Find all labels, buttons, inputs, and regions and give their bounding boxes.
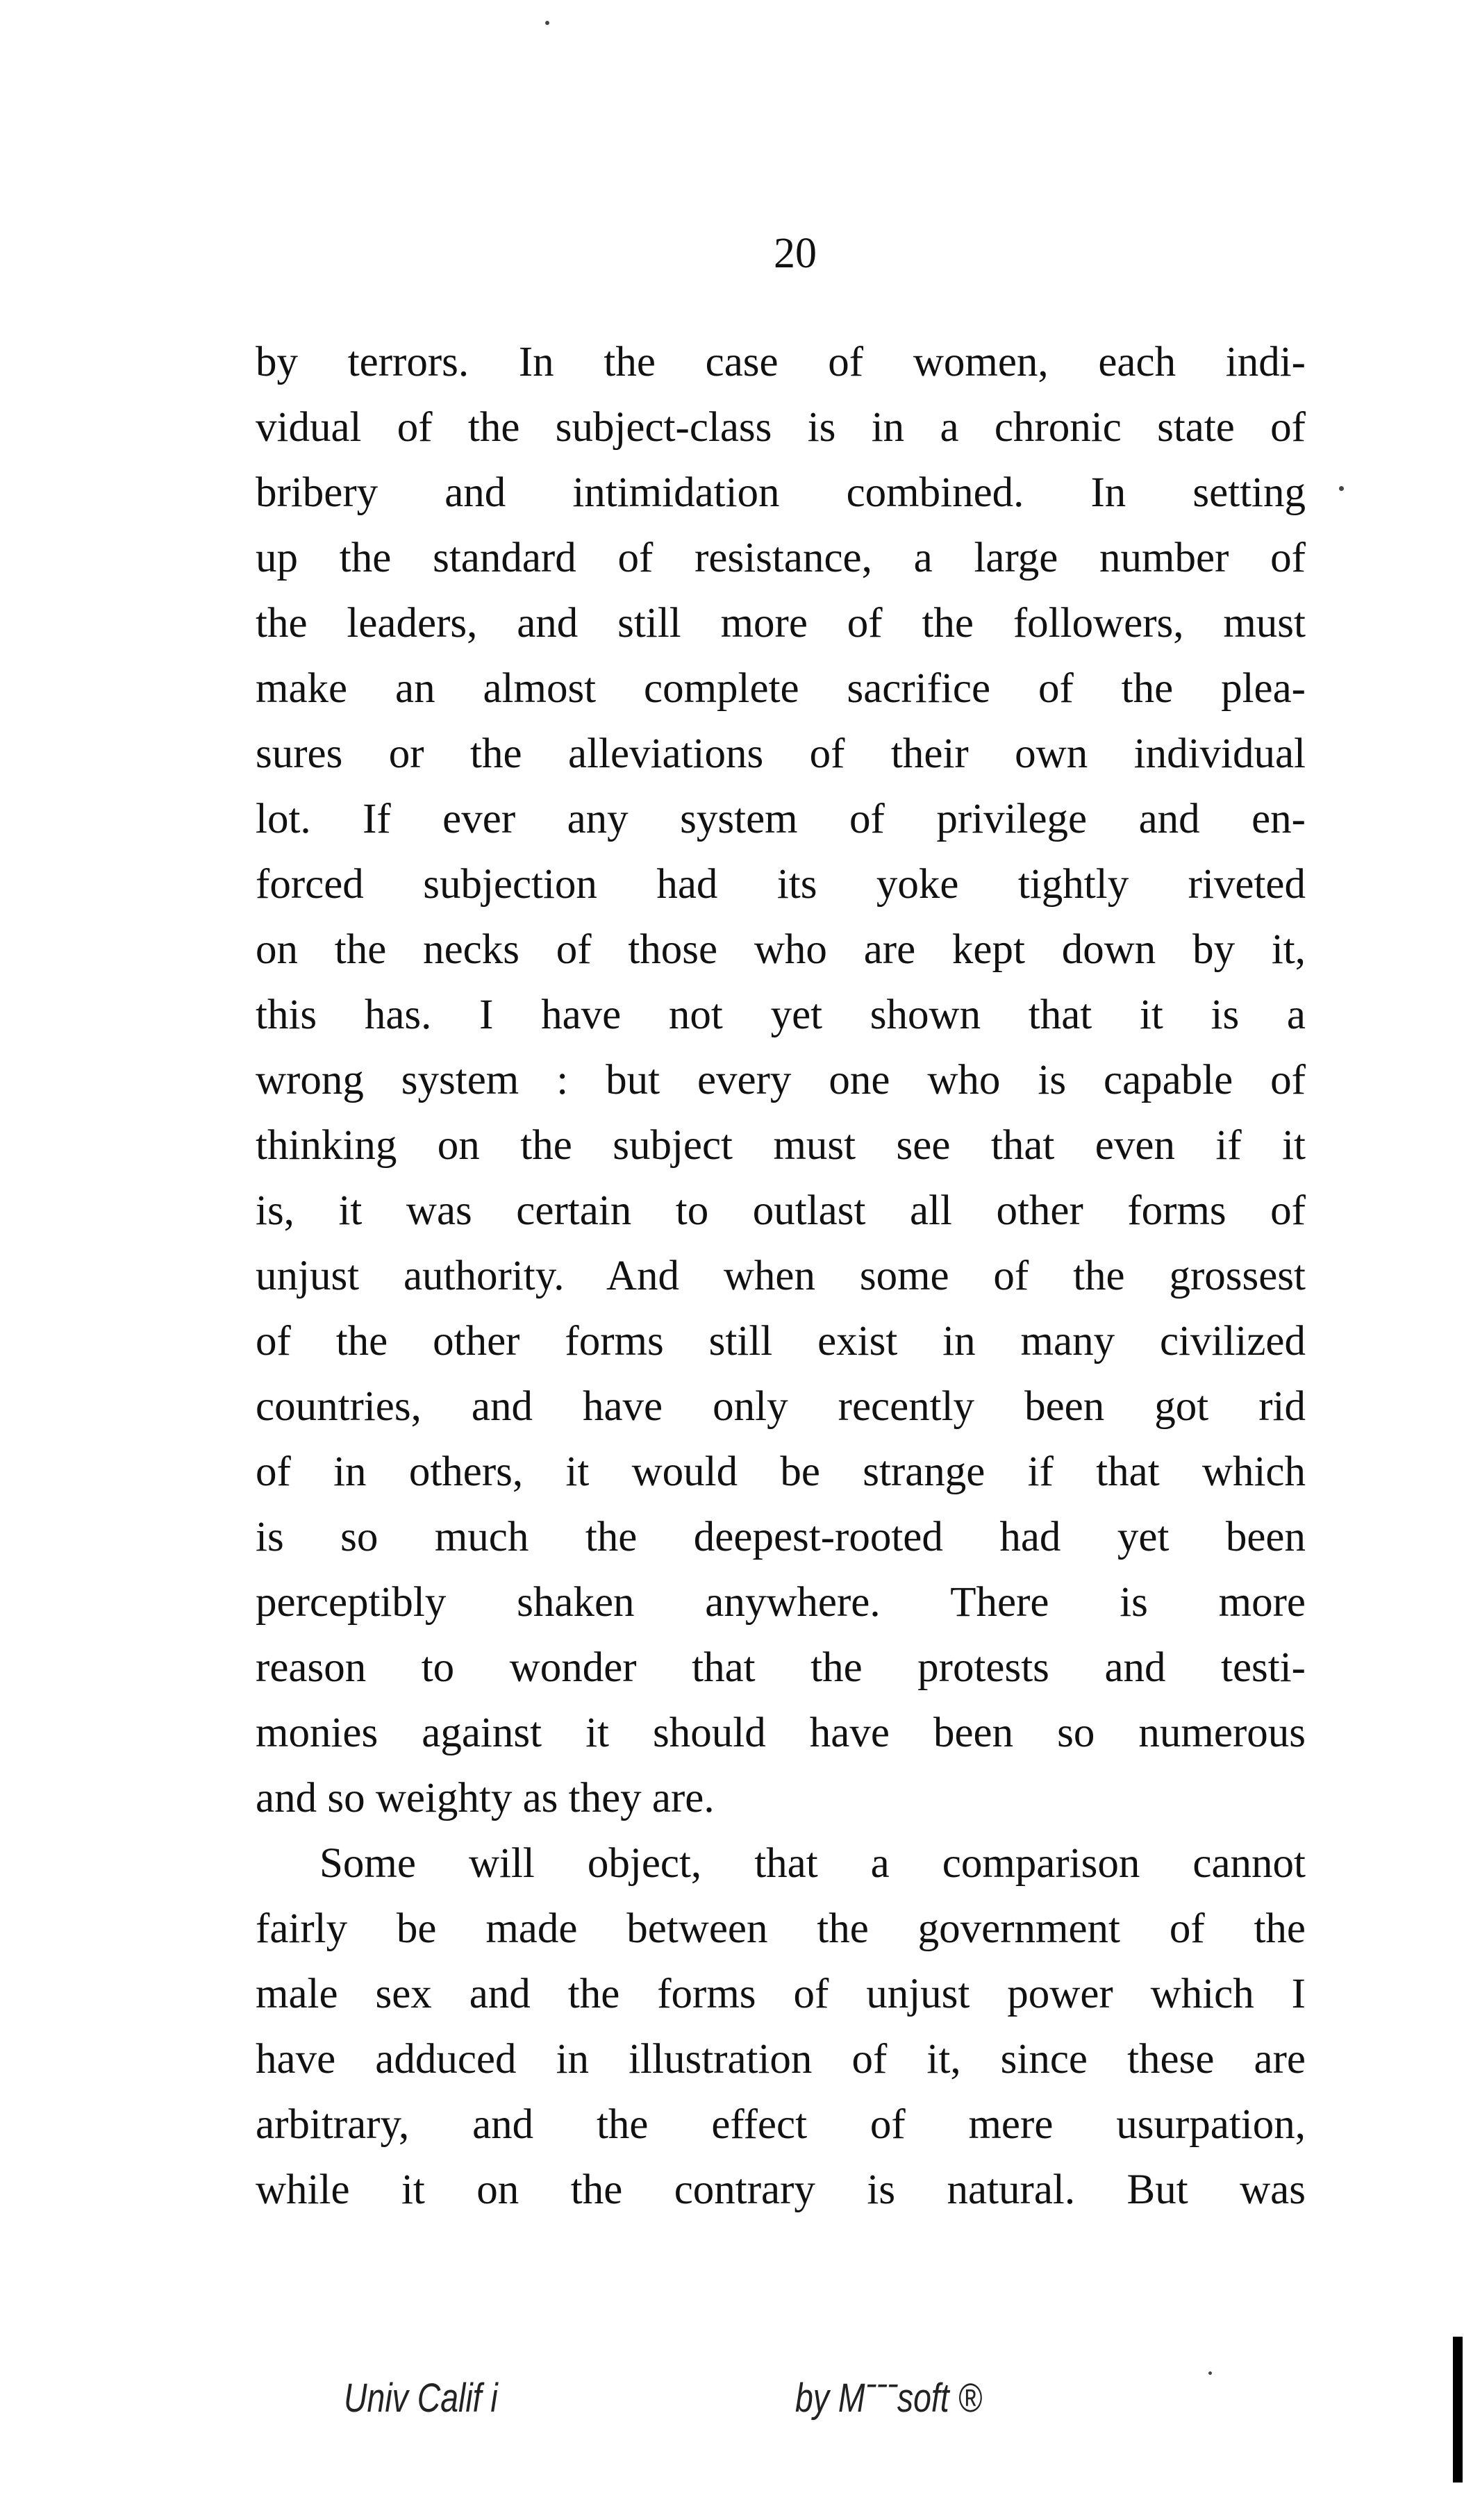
text-line: lot. If ever any system of privilege and en- (256, 796, 1306, 842)
body-text (256, 330, 1306, 2223)
watermark-left: Univ Calif i (344, 2376, 498, 2421)
text-line: this has. I have not yet shown that it is a (256, 992, 1306, 1038)
text-line: make an almost complete sacrifice of the plea- (256, 665, 1306, 712)
text-line: is, it was certain to outlast all other forms of (256, 1187, 1306, 1234)
text-line: Some will object, that a comparison cannot (319, 1840, 1306, 1887)
text-line: perceptibly shaken anywhere. There is more (256, 1579, 1306, 1626)
scan-speck (545, 21, 549, 25)
text-line: of in others, it would be strange if that which (256, 1449, 1306, 1495)
text-line: thinking on the subject must see that even if it (256, 1122, 1306, 1169)
text-line: male sex and the forms of unjust power which I (256, 1971, 1306, 2017)
text-line: fairly be made between the government of the (256, 1905, 1306, 1952)
text-line: bribery and intimidation combined. In setting (256, 469, 1306, 516)
text-line: arbitrary, and the effect of mere usurpation, (256, 2101, 1306, 2148)
text-line: while it on the contrary is natural. But was (256, 2167, 1306, 2213)
text-line: unjust authority. And when some of the grossest (256, 1253, 1306, 1299)
text-line: is so much the deepest-rooted had yet been (256, 1514, 1306, 1560)
text-line: on the necks of those who are kept down by it, (256, 926, 1306, 973)
text-line: up the standard of resistance, a large number of (256, 535, 1306, 581)
text-line: countries, and have only recently been got rid (256, 1383, 1306, 1430)
text-line: by terrors. In the case of women, each indi- (256, 339, 1306, 385)
text-line: have adduced in illustration of it, since these are (256, 2036, 1306, 2083)
text-line: sures or the alleviations of their own individual (256, 731, 1306, 777)
text-line: monies against it should have been so numerous (256, 1710, 1306, 1756)
text-line: forced subjection had its yoke tightly riveted (256, 861, 1306, 908)
scan-edge-bar (1453, 2337, 1463, 2483)
text-line: and so weighty as they are. (256, 1775, 715, 1821)
scan-speck (1339, 486, 1344, 491)
text-line: reason to wonder that the protests and testi- (256, 1644, 1306, 1691)
scan-speck (1208, 2371, 1212, 2375)
watermark-right: by Mˉˉˉsoft ® (795, 2376, 982, 2421)
text-line: the leaders, and still more of the followers, must (256, 600, 1306, 646)
page-number: 20 (774, 230, 817, 277)
text-line: wrong system : but every one who is capable of (256, 1057, 1306, 1103)
text-line: vidual of the subject-class is in a chronic state of (256, 404, 1306, 451)
text-line: of the other forms still exist in many civilized (256, 1318, 1306, 1365)
